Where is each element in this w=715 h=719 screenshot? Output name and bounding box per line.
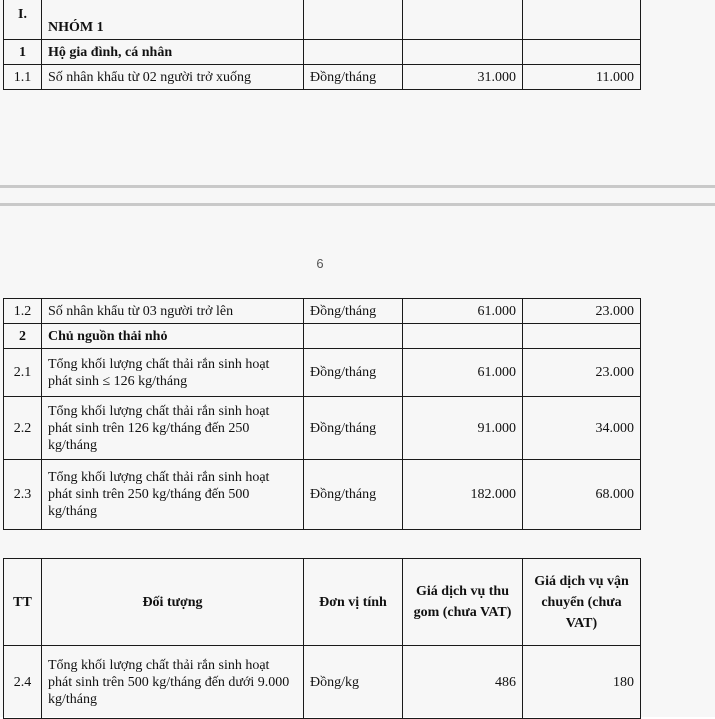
header-collect-price: Giá dịch vụ thu gom (chưa VAT) <box>403 559 523 646</box>
row-value-transport <box>523 324 641 349</box>
table-row <box>4 397 641 460</box>
row-value-collect <box>403 40 523 65</box>
row-tt: 1 <box>4 40 42 65</box>
row-tt: I. <box>4 0 42 40</box>
table-header-row <box>4 559 641 646</box>
row-unit: Đồng/tháng <box>304 65 403 90</box>
row-value-transport: 68.000 <box>523 460 641 530</box>
row-value-collect: 182.000 <box>403 460 523 530</box>
table-row <box>4 324 641 349</box>
fee-table-part-2 <box>3 298 641 530</box>
row-tt: 2 <box>4 324 42 349</box>
row-unit: Đồng/tháng <box>304 299 403 324</box>
row-tt: 2.2 <box>4 397 42 460</box>
row-value-collect: 486 <box>403 646 523 719</box>
fee-table-part-1 <box>3 0 641 90</box>
row-value-transport <box>523 0 641 40</box>
table-row <box>4 40 641 65</box>
row-value-collect: 61.000 <box>403 349 523 397</box>
row-value-transport <box>523 40 641 65</box>
row-label: Chủ nguồn thải nhỏ <box>42 324 304 349</box>
row-unit: Đồng/kg <box>304 646 403 719</box>
row-unit: Đồng/tháng <box>304 349 403 397</box>
row-label: Tổng khối lượng chất thải rắn sinh hoạt phát sinh trên 500 kg/tháng đến dưới 9.000 kg/tháng <box>42 646 304 719</box>
header-object: Đối tượng <box>42 559 304 646</box>
row-value-transport: 23.000 <box>523 299 641 324</box>
row-unit <box>304 0 403 40</box>
row-unit <box>304 40 403 65</box>
header-transport-price: Giá dịch vụ vận chuyển (chưa VAT) <box>523 559 641 646</box>
row-tt: 2.3 <box>4 460 42 530</box>
fee-table-part-3 <box>3 558 641 719</box>
row-unit: Đồng/tháng <box>304 397 403 460</box>
row-label: Hộ gia đình, cá nhân <box>42 40 304 65</box>
row-tt: 2.4 <box>4 646 42 719</box>
row-label: Tổng khối lượng chất thải rắn sinh hoạt phát sinh trên 250 kg/tháng đến 500 kg/tháng <box>42 460 304 530</box>
table-row <box>4 349 641 397</box>
row-unit: Đồng/tháng <box>304 460 403 530</box>
row-tt: 2.1 <box>4 349 42 397</box>
row-label: NHÓM 1 <box>42 0 304 40</box>
table-row <box>4 0 641 40</box>
row-value-collect <box>403 324 523 349</box>
row-tt: 1.2 <box>4 299 42 324</box>
header-unit: Đơn vị tính <box>304 559 403 646</box>
row-label: Tổng khối lượng chất thải rắn sinh hoạt phát sinh ≤ 126 kg/tháng <box>42 349 304 397</box>
page-number: 6 <box>316 256 324 271</box>
row-unit <box>304 324 403 349</box>
row-label: Số nhân khẩu từ 02 người trở xuống <box>42 65 304 90</box>
table-row <box>4 460 641 530</box>
row-value-transport: 34.000 <box>523 397 641 460</box>
row-value-collect: 61.000 <box>403 299 523 324</box>
row-tt: 1.1 <box>4 65 42 90</box>
table-row <box>4 299 641 324</box>
table-row <box>4 646 641 719</box>
row-value-transport: 11.000 <box>523 65 641 90</box>
header-tt: TT <box>4 559 42 646</box>
table-row <box>4 65 641 90</box>
row-value-collect: 31.000 <box>403 65 523 90</box>
row-label: Tổng khối lượng chất thải rắn sinh hoạt phát sinh trên 126 kg/tháng đến 250 kg/tháng <box>42 397 304 460</box>
row-label: Số nhân khẩu từ 03 người trở lên <box>42 299 304 324</box>
row-value-collect <box>403 0 523 40</box>
row-value-transport: 180 <box>523 646 641 719</box>
row-value-transport: 23.000 <box>523 349 641 397</box>
row-value-collect: 91.000 <box>403 397 523 460</box>
